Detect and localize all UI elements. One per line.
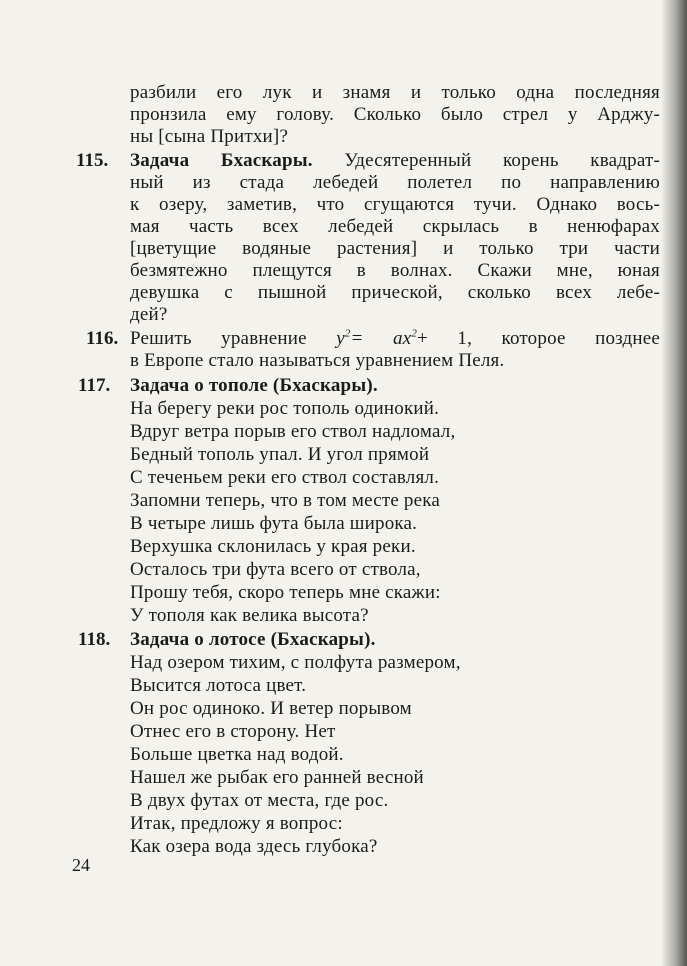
problem-116-pre: Решить уравнение: [130, 328, 307, 349]
problem-115-line: безмятежно плещутся в волнах. Скажи мне, юная: [130, 260, 660, 281]
intro-line-2: пронзила ему голову. Сколько было стрел у Арджу-: [130, 104, 660, 125]
problem-117-verse: Бедный тополь упал. И угол прямой: [130, 444, 430, 465]
problem-117-verse: В четыре лишь фута была широка.: [130, 513, 418, 534]
intro-line-1: разбили его лук и знамя и только одна последняя: [130, 82, 660, 103]
problem-115-number: 115.: [76, 150, 109, 171]
problem-117-verse: Вдруг ветра порыв его ствол надломал,: [130, 421, 456, 442]
problem-115-line: [цветущие водяные растения] и только три части: [130, 238, 660, 259]
problem-118-verse: Над озером тихим, с полфута размером,: [130, 652, 461, 673]
problem-117-number: 117.: [78, 375, 111, 396]
problem-116-first-line: [130, 328, 660, 350]
problem-116-post: которое позднее: [501, 328, 661, 349]
problem-118-verse: Итак, предложу я вопрос:: [130, 813, 343, 834]
problem-115-line: ный из стада лебедей полетел по направлению: [130, 172, 660, 193]
problem-118-verse: Нашел же рыбак его ранней весной: [130, 767, 424, 788]
problem-115-line: дей?: [130, 304, 168, 325]
intro-line-3: ны [сына Притхи]?: [130, 126, 289, 147]
problem-118-verse: Как озера вода здесь глубока?: [130, 836, 378, 857]
problem-115-title: Задача Бхаскары.: [130, 150, 313, 171]
problem-116-line-2: в Европе стало называться уравнением Пеля.: [130, 350, 505, 371]
page-number: 24: [72, 855, 90, 875]
problem-115-line: девушка с пышной прической, сколько всех лебе-: [130, 282, 660, 303]
problem-118-verse: В двух футах от места, где рос.: [130, 790, 389, 811]
problem-115-line: мая часть всех лебедей скрылась в ненюфарах: [130, 216, 660, 237]
problem-117-verse: Осталось три фута всего от ствола,: [130, 559, 421, 580]
problem-115-first-rest: Удесятеренный корень квадрат-: [344, 150, 660, 171]
page-edge-shadow: [661, 0, 687, 966]
problem-118-verse: Он рос одиноко. И ветер порывом: [130, 698, 412, 719]
problem-118-title: Задача о лотосе (Бхаскары).: [130, 629, 376, 650]
problem-118-verse: Больше цветка над водой.: [130, 744, 344, 765]
problem-117-verse: На берегу реки рос тополь одинокий.: [130, 398, 440, 419]
problem-115-first-line: [130, 150, 660, 172]
equation: $y^2= ax^2+ 1$,: [336, 327, 473, 349]
problem-118-number: 118.: [78, 629, 111, 650]
problem-117-verse: Прошу тебя, скоро теперь мне скажи:: [130, 582, 441, 603]
problem-117-verse: Запомни теперь, что в том месте река: [130, 490, 441, 511]
problem-117-title: Задача о тополе (Бхаскары).: [130, 375, 378, 396]
problem-116-number: 116.: [86, 328, 119, 349]
problem-118-verse: Высится лотоса цвет.: [130, 675, 307, 696]
problem-117-verse: Верхушка склонилась у края реки.: [130, 536, 416, 557]
problem-115-line: к озеру, заметив, что сгущаются тучи. Однако вось-: [130, 194, 660, 215]
problem-118-verse: Отнес его в сторону. Нет: [130, 721, 336, 742]
problem-117-verse: С теченьем реки его ствол составлял.: [130, 467, 440, 488]
problem-117-verse: У тополя как велика высота?: [130, 605, 369, 626]
